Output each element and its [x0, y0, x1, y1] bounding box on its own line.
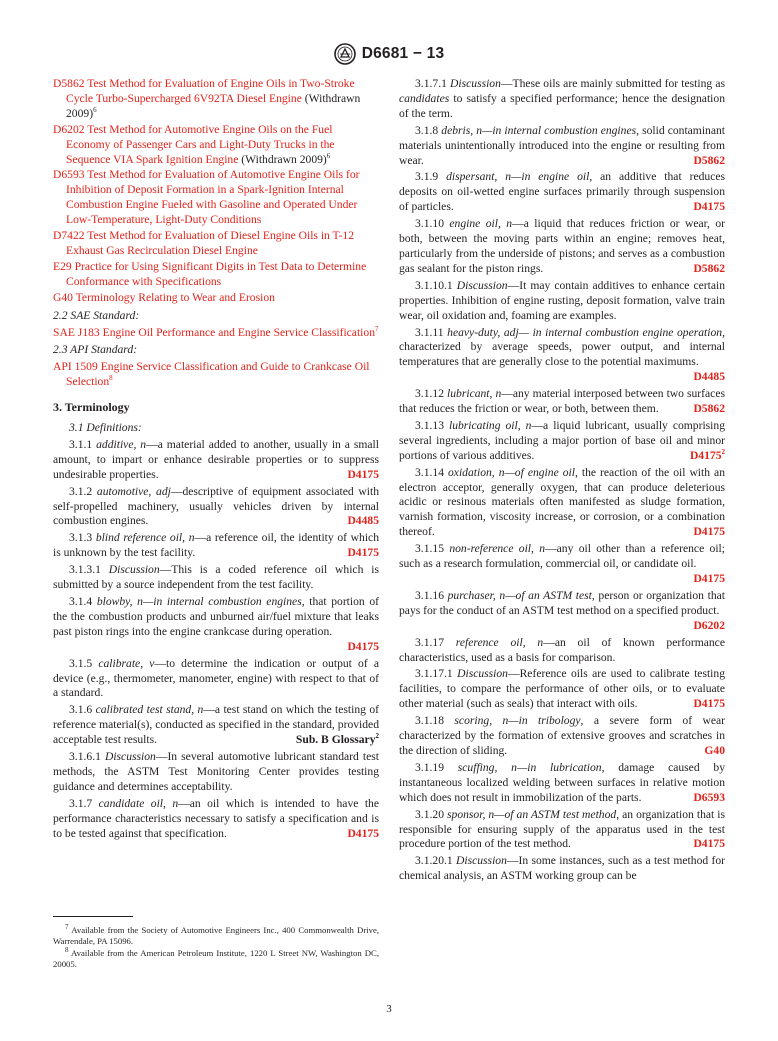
sae-ref-title[interactable]: Engine Oil Performance and Engine Service Classification: [102, 325, 375, 339]
definition-text: —This is a coded reference oil which is submitted by a source independent from the test facility.: [53, 563, 379, 592]
definition-term: heavy-duty, adj— in internal combustion engine operation: [447, 325, 723, 339]
definition-number: 3.1.11: [415, 325, 448, 339]
definition-number: 3.1.7.1: [415, 77, 451, 90]
definitions-heading: 3.1 Definitions:: [69, 421, 142, 435]
definition-term: calibrated test stand, n: [95, 703, 204, 717]
source-reference[interactable]: D5862: [693, 402, 725, 416]
source-reference[interactable]: D4175: [693, 572, 725, 585]
source-reference[interactable]: D4485: [693, 370, 725, 384]
definition-number: 3.1.3: [69, 531, 96, 545]
source-reference[interactable]: D5862: [693, 261, 725, 275]
source-reference[interactable]: D4175: [347, 639, 379, 653]
definition-term: Discussion: [450, 77, 501, 90]
definition-text: —a material added to another, usually in a small amount, to impart or enhance desirable properties or to suppress undesirable properties.: [53, 437, 379, 481]
reference-code[interactable]: D6202: [53, 122, 88, 136]
definition-number: 3.1.4: [69, 595, 97, 608]
source-reference[interactable]: D4175: [693, 837, 725, 851]
definition-paragraph: [399, 854, 725, 884]
source-reference[interactable]: G40: [704, 743, 725, 757]
reference-title[interactable]: Test Method for Evaluation of Diesel Engine Oils in T-12 Exhaust Gas Recirculation Diesel Engine: [66, 229, 355, 257]
definition-number: 3.1.17.1: [415, 667, 458, 681]
definition-term: blowby, n—in internal combustion engines: [96, 595, 302, 608]
api-heading: 2.3 API Standard:: [53, 343, 138, 357]
reference-title[interactable]: Terminology Relating to Wear and Erosion: [75, 290, 275, 304]
reference-title[interactable]: Practice for Using Significant Digits in Test Data to Determine Conformance with Specifications: [66, 259, 367, 288]
definition-text: —It may contain additives to enhance certain properties. Inhibition of engine rusting, deposit formation, valve train wear, oil oxidation and, foaming are examples.: [399, 278, 725, 322]
definition-text: —Reference oils are used to calibrate testing facilities, to compare the performance of other oils, or to evaluate other material (such as seals) that interact with oils.: [399, 667, 725, 711]
definition-term: Discussion: [456, 278, 508, 292]
definition-term: oxidation, n—of engine oil: [448, 465, 575, 479]
definition-paragraph: [399, 419, 725, 464]
source-reference[interactable]: D4175: [347, 467, 379, 481]
definition-term: Discussion: [104, 750, 156, 764]
reference-title[interactable]: Test Method for Evaluation of Engine Oils in Two-Stroke Cycle Turbo-Supercharged 6V92TA Diesel Engine: [66, 77, 355, 105]
definition-paragraph: [53, 438, 379, 483]
definition-paragraph: [399, 326, 725, 386]
definition-text: , person or organization that pays for the conduct of an ASTM test method on a specified product.: [399, 588, 725, 617]
definition-number: 3.1.10: [415, 217, 450, 231]
definition-text: —any oil other than a reference oil; such as a research formulation, commercial oil, or candidate oil.: [399, 542, 725, 571]
definition-text: —a test stand on which the testing of reference material(s), conducted as specified in the standard, provided acceptable test results.: [53, 703, 379, 747]
definition-text: —an oil of known performance characteristics, used as a basis for comparison.: [399, 635, 725, 664]
reference-code[interactable]: G40: [53, 290, 76, 304]
withdrawn-note: (Withdrawn 2009): [238, 152, 327, 166]
source-reference[interactable]: D4485: [347, 514, 379, 528]
left-column: [53, 77, 379, 844]
definition-number: 3.1.8: [415, 123, 442, 137]
definition-text: —a liquid lubricant, usually comprising several ingredients, including a major portion of base oil and minor portions of various additives.: [399, 418, 725, 462]
footnote-mark: 2: [375, 732, 379, 741]
api-ref-title[interactable]: Engine Service Classification and Guide to Crankcase Oil Selection: [66, 360, 370, 389]
footnote-mark: 8: [109, 374, 113, 383]
footnote-mark: 7: [375, 324, 379, 333]
definitions-list-left: [53, 438, 379, 842]
definition-number: 3.1.17: [415, 635, 456, 649]
source-reference: Sub. B Glossary$^2$: [295, 732, 379, 747]
sae-ref-code[interactable]: SAE J183: [53, 325, 100, 339]
definition-text: —a liquid that reduces friction or wear, or both, between the moving parts within an engine; removes heat, particularly from the underside of pistons; and serves as a combustion gas sealant for the piston rings.: [399, 217, 725, 275]
definition-term: reference oil, n: [455, 635, 544, 649]
definition-emphasis: candidates: [399, 91, 450, 105]
definition-paragraph: [399, 77, 725, 122]
definition-term: calibrate, v: [98, 656, 155, 670]
definition-number: 3.1.9: [415, 170, 447, 184]
page-header: [0, 43, 778, 65]
source-reference[interactable]: D4175: [693, 525, 725, 539]
definition-paragraph: [399, 466, 725, 541]
definition-text: —a reference oil, the identity of which is unknown by the test facility.: [53, 531, 379, 560]
definition-text: , a severe form of wear characterized by the formation of extensive grooves and scratches in the direction of sliding.: [399, 714, 725, 757]
definition-paragraph: [399, 124, 725, 169]
definition-term: debris, n—in internal combustion engines: [441, 123, 637, 137]
footnotes: [53, 925, 379, 971]
definition-text: —any material interposed between two surfaces that reduces the friction or wear, or both, between them.: [399, 387, 725, 416]
referenced-documents-list: [53, 77, 379, 306]
definition-term: Discussion: [456, 854, 507, 868]
footnote-text: Available from the American Petroleum Institute, 1220 L Street NW, Washington DC, 20005.: [53, 948, 379, 969]
definition-paragraph: [399, 542, 725, 587]
source-reference[interactable]: D5862: [693, 153, 725, 167]
withdrawn-note: (Withdrawn 2009): [66, 91, 361, 120]
document-id: D6681 − 13: [361, 45, 445, 62]
definition-text: to satisfy a specified performance; hence the designation of the term.: [399, 91, 725, 120]
astm-logo-icon: [334, 43, 356, 65]
definition-term: purchaser, n—of an ASTM test: [447, 588, 592, 602]
definition-text: —to determine the indication or output of a device (e.g., thermometer, manometer, engine) with respect to that of a standard.: [53, 656, 379, 700]
source-reference[interactable]: D4175: [347, 826, 379, 840]
source-reference[interactable]: D4175$^2$: [689, 447, 725, 462]
reference-code[interactable]: D6593: [53, 168, 88, 182]
definition-number: 3.1.10.1: [415, 278, 457, 292]
page-number: 3: [386, 1003, 392, 1015]
definition-term: lubricant, n: [447, 387, 502, 401]
definition-term: candidate oil, n: [98, 796, 179, 810]
definition-text: , the reaction of the oil with an electron acceptor, generally oxygen, that can produce deleterious acidic or resinous materials often manifested as sludge formation, varnish formation, viscosity increase, or corrosion, or a combination thereof.: [399, 465, 725, 539]
definition-number: 3.1.7: [69, 796, 99, 810]
reference-item[interactable]: [53, 260, 379, 290]
definition-number: 3.1.20: [415, 807, 448, 821]
definition-number: 3.1.6.1: [69, 750, 105, 764]
definition-paragraph: [53, 703, 379, 748]
footnote-mark: 7: [65, 923, 69, 932]
definition-term: additive, n: [96, 437, 147, 451]
definition-paragraph: [399, 589, 725, 634]
reference-code[interactable]: D7422: [53, 229, 88, 243]
definition-number: 3.1.6: [69, 703, 96, 717]
sae-reference[interactable]: [53, 326, 379, 341]
definition-number: 3.1.1: [69, 437, 97, 451]
api-reference[interactable]: [53, 360, 379, 390]
footnote-mark: 2: [721, 447, 725, 456]
definition-number: 3.1.3.1: [69, 563, 109, 577]
reference-code[interactable]: E29: [53, 259, 75, 273]
definition-number: 3.1.12: [415, 387, 448, 401]
definition-number: 3.1.5: [69, 656, 99, 670]
definition-term: automotive, adj: [96, 484, 171, 498]
definition-term: blind reference oil, n: [95, 531, 195, 545]
definition-paragraph: [53, 563, 379, 593]
source-reference[interactable]: D4175: [693, 200, 725, 214]
definition-text: , that portion of the the combustion products and unburned air/fuel mixture that leaks past piston rings into the engine crankcase during operation.: [53, 595, 379, 638]
api-ref-code[interactable]: API 1509: [53, 360, 98, 374]
definition-number: 3.1.19: [415, 760, 458, 774]
definition-paragraph: [53, 485, 379, 530]
definition-number: 3.1.14: [415, 465, 448, 479]
definition-paragraph: [53, 750, 379, 795]
definition-text: , an organization that is responsible for ensuring supply of the apparatus used in the test procedure portion of the test method.: [399, 807, 725, 851]
reference-code[interactable]: D5862: [53, 77, 88, 90]
definition-paragraph: [399, 279, 725, 324]
reference-title[interactable]: Test Method for Evaluation of Automotive Engine Oils for Inhibition of Deposit Formation in a Spark-Ignition Internal Combustion Engine Fueled with Gasoline and Operated Under Low-Temperature, Light-Duty Conditions: [66, 168, 360, 227]
right-column: [399, 77, 725, 886]
footnote: [53, 948, 379, 970]
definition-term: scoring, n—in tribology: [454, 714, 581, 728]
sae-heading: 2.2 SAE Standard:: [53, 308, 140, 322]
reference-item[interactable]: [53, 168, 379, 228]
definition-text: , characterized by average speeds, power output, and internal temperatures that are generally close to the potential maximums.: [399, 325, 726, 369]
definition-paragraph: [399, 667, 725, 712]
definition-text: —In some instances, such as a test method for chemical analysis, an ASTM working group can be: [399, 854, 725, 883]
definition-paragraph: [399, 808, 725, 853]
source-reference[interactable]: D4175: [347, 546, 379, 560]
definition-paragraph: [53, 531, 379, 561]
definition-paragraph: [399, 714, 725, 759]
definition-text: —In several automotive lubricant standard test methods, the ASTM Test Monitoring Center provides testing guidance and determines acceptability.: [53, 750, 379, 793]
definition-paragraph: [53, 797, 379, 842]
reference-item[interactable]: [53, 77, 379, 122]
definition-paragraph: [399, 217, 725, 277]
reference-item[interactable]: [53, 291, 379, 306]
definition-text: , solid contaminant materials unintentionally introduced into the engine or resulting from wear.: [399, 123, 726, 167]
definition-text: , an additive that reduces deposits on oil-wetted engine surfaces primarily through suspension of particles.: [399, 170, 725, 214]
reference-title[interactable]: Test Method for Automotive Engine Oils on the Fuel Economy of Passenger Cars and Light-Duty Trucks in the Sequence VIA Spark Ignition Engine: [66, 122, 335, 166]
definition-term: Discussion: [457, 667, 508, 681]
definition-paragraph: [399, 636, 725, 666]
definition-term: sponsor, n—of an ASTM test method: [447, 807, 617, 821]
reference-item[interactable]: [53, 123, 379, 168]
definition-text: , damage caused by instantaneous localized welding between surfaces in relative motion which does not result in immobilization of the parts.: [399, 760, 725, 804]
footnote-mark: 8: [65, 946, 69, 955]
definition-text: —an oil which is intended to have the performance characteristics necessary to satisfy a specification and is to be tested against that specification.: [53, 796, 379, 840]
source-reference[interactable]: D6593: [693, 790, 725, 804]
footnote-mark: 6: [326, 151, 331, 160]
source-reference[interactable]: D6202: [693, 618, 725, 632]
definition-number: 3.1.13: [415, 418, 449, 432]
definition-term: Discussion: [108, 563, 160, 577]
definition-text: —These oils are mainly submitted for testing as: [500, 77, 725, 90]
definition-term: engine oil, n: [449, 217, 513, 231]
definition-term: dispersant, n—in engine oil: [446, 170, 590, 184]
definition-term: scuffing, n—in lubrication: [457, 760, 602, 774]
definition-number: 3.1.18: [415, 714, 455, 728]
definition-paragraph: [399, 761, 725, 806]
definition-paragraph: [53, 657, 379, 702]
definition-paragraph: [399, 170, 725, 215]
reference-item[interactable]: [53, 229, 379, 259]
definition-number: 3.1.15: [415, 542, 450, 556]
definition-term: lubricating oil, n: [448, 418, 532, 432]
definition-number: 3.1.16: [415, 588, 448, 602]
section-heading-terminology: 3. Terminology: [53, 400, 130, 415]
footnote-divider: [53, 916, 133, 917]
definition-paragraph: [53, 595, 379, 655]
definition-number: 3.1.20.1: [415, 854, 456, 868]
definition-text: —descriptive of equipment associated with self-propelled machinery, usually vehicles driven by internal combustion engines.: [53, 484, 379, 528]
footnote-text: Available from the Society of Automotive Engineers Inc., 400 Commonwealth Drive, Warrendale, PA 15096.: [53, 925, 379, 946]
definition-number: 3.1.2: [69, 484, 97, 498]
footnote: [53, 925, 379, 947]
definition-term: non-reference oil, n: [449, 542, 546, 556]
source-reference[interactable]: D4175: [693, 697, 725, 711]
definition-paragraph: [399, 387, 725, 417]
footnote-mark: 6: [93, 105, 97, 114]
